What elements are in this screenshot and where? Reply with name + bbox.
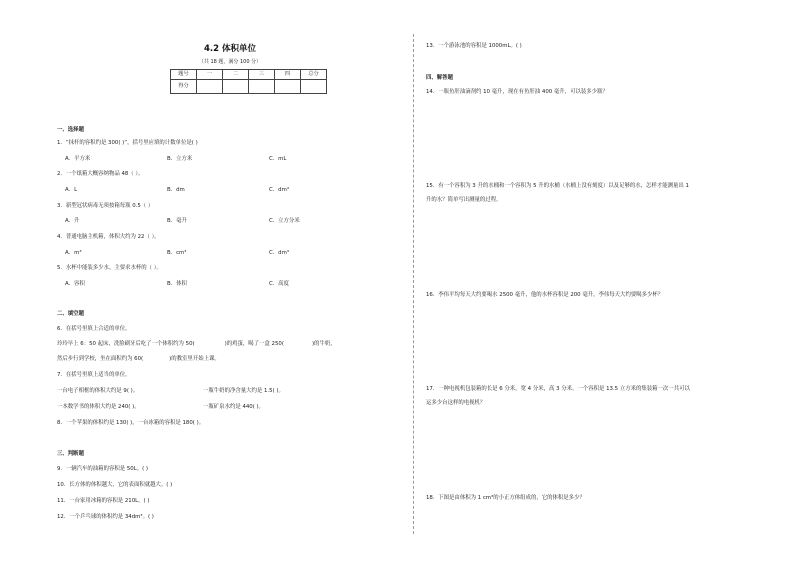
question-text-part: 然后步行到学校，坐在面积约为 60( [57, 356, 144, 362]
score-table-header-row [171, 70, 327, 80]
score-cell[interactable] [301, 80, 327, 94]
section-heading-fill: 二、填空题 [57, 311, 84, 317]
score-cell[interactable] [249, 80, 275, 94]
question-text[interactable]: 一瓶牛奶的净含量大约是 1.5( )。 [203, 388, 284, 394]
option-b[interactable]: B．dm [167, 187, 185, 193]
section-heading-solve: 四、解答题 [426, 75, 453, 81]
option-c[interactable]: C．mL [269, 156, 287, 162]
question-text-part: )的牛奶， [311, 341, 336, 347]
judge-question[interactable]: 9．一辆汽车的油箱的容积是 50L。( ) [57, 466, 149, 472]
score-table-score-row [171, 80, 327, 94]
option-c[interactable]: C．高度 [269, 281, 289, 287]
option-a[interactable]: A．升 [65, 218, 80, 224]
question-stem: 1．“抹杆的容积约是 300( )”，括号里应填的计数单位是( ) [57, 140, 198, 146]
score-header-cell: 四 [275, 70, 301, 80]
option-a[interactable]: A．L [65, 187, 78, 193]
question-stem: 14．一瓶鱼肝油滴剂约 10 毫升，现在有鱼肝油 400 毫升，可以装多少瓶？ [426, 89, 608, 95]
question-stem: 3．新型冠状病毒无须按箱每瓶 0.5（ ） [57, 203, 154, 209]
question-stem: 7．在括号里填上适当的单位。 [57, 372, 131, 378]
score-cell[interactable] [197, 80, 223, 94]
question-stem: 升的水？简单写出测量的过程。 [426, 197, 502, 203]
question-stem: 2．一个纸箱大概容纳物品 48（ ）。 [57, 171, 144, 177]
question-stem: 5．水杯中能装多少水，主要求水杯的（ ）。 [57, 265, 162, 271]
section-heading-judge: 三、判断题 [57, 451, 84, 457]
question-stem: 17．一种电视机包装箱的长是 6 分米，宽 4 分米，高 3 分米。一个容积是 13.5 立方米的集装箱一次一共可以 [426, 386, 690, 392]
section-heading-choice: 一、选择题 [57, 127, 84, 133]
score-header-cell: 题号 [171, 70, 197, 80]
option-b[interactable]: B．立方米 [167, 156, 193, 162]
judge-question[interactable]: 11．一台家用冰箱的容积是 210L。( ) [57, 498, 150, 504]
score-cell[interactable] [223, 80, 249, 94]
question-text [57, 356, 220, 362]
option-a[interactable]: A．平方米 [65, 156, 91, 162]
question-stem: 16．李伟平均每天大约要喝水 2500 毫升，他的水杯容积是 200 毫升，李伟每天大约要喝多少杯？ [426, 292, 664, 298]
option-b[interactable]: B．体积 [167, 281, 187, 287]
score-header-cell: 三 [249, 70, 275, 80]
question-stem: 15．有一个容积为 3 升的水桶和一个容积为 5 升的水桶（水桶上没有刻度）以及足够的水，怎样才能测量出 1 [426, 183, 689, 189]
question-stem: 18．下图是由体积为 1 cm³的小正方体组成的，它的体积是多少？ [426, 495, 585, 501]
worksheet-subtitle: （共 18 题，满分 100 分） [198, 59, 262, 65]
judge-question[interactable]: 12．一个乒乓球的体积约是 34dm³。( ) [57, 514, 154, 520]
question-stem: 6．在括号里填上合适的单位。 [57, 326, 131, 332]
judge-question[interactable]: 13．一个游泳池的容积是 1000mL。( ) [426, 43, 522, 49]
score-row-label: 得分 [171, 80, 197, 94]
option-c[interactable]: C．dm³ [269, 250, 289, 256]
option-b[interactable]: B．cm³ [167, 250, 187, 256]
score-header-cell: 二 [223, 70, 249, 80]
option-c[interactable]: C．dm³ [269, 187, 289, 193]
score-header-cell: 总分 [301, 70, 327, 80]
option-c[interactable]: C．立方分米 [269, 218, 300, 224]
option-b[interactable]: B．毫升 [167, 218, 187, 224]
question-text[interactable]: 一台电子相框的体积大约是 9( )。 [57, 388, 139, 394]
judge-question[interactable]: 10．长方体的体积越大，它的表面积就越大。( ) [57, 482, 173, 488]
option-a[interactable]: A．容积 [65, 281, 85, 287]
column-divider [413, 34, 414, 534]
score-header-cell: 一 [197, 70, 223, 80]
question-stem: 4．普通电脑主机箱，体积大约为 22（ ）。 [57, 234, 160, 240]
question-text[interactable]: 一本数学书的体积大约是 240( )。 [57, 404, 140, 410]
worksheet-title: 4.2 体积单位 [203, 44, 257, 54]
question-text[interactable]: 8．一个苹果的体积约是 130( )，一台冰箱的容积是 180( )。 [57, 420, 205, 426]
question-text[interactable]: 一瓶矿泉水约是 440( )。 [203, 404, 265, 410]
question-stem: 运多少台这样的电视机？ [426, 400, 486, 406]
option-a[interactable]: A．m³ [65, 250, 82, 256]
question-text-part: )的鸡蛋，喝了一盒 250( [224, 341, 284, 347]
score-cell[interactable] [275, 80, 301, 94]
question-text-part: 玲玲早上 6：50 起床，洗脸刷牙后吃了一个体积约为 50( [57, 341, 195, 347]
question-text [57, 341, 336, 347]
question-text-part: )的教室里开始上课。 [169, 356, 220, 362]
score-table [170, 69, 327, 94]
